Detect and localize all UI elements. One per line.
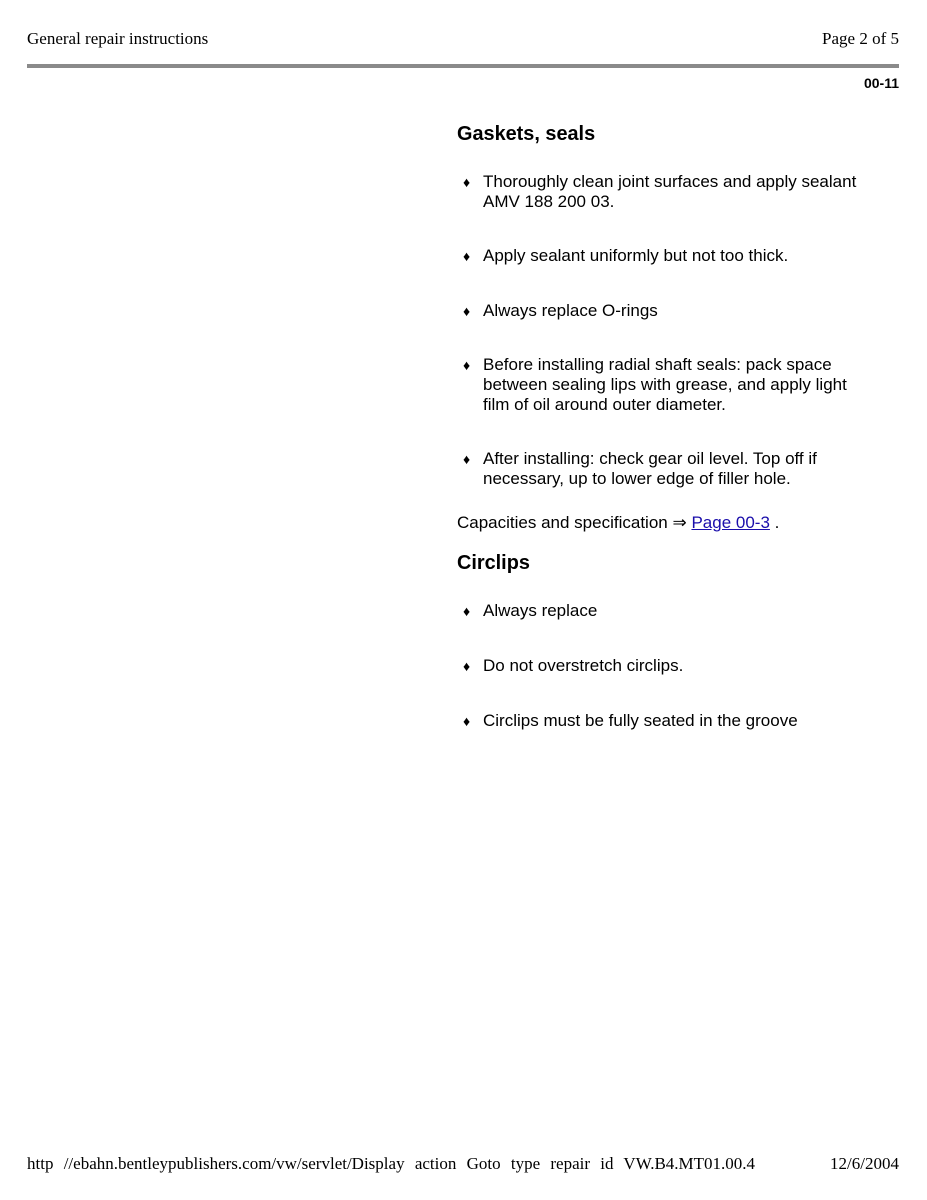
list-item-text: Before installing radial shaft seals: pack space between sealing lips with grease, and apply light film of oil around outer diameter.: [483, 355, 847, 414]
document-title: General repair instructions: [27, 29, 209, 48]
arrow-right-icon: ⇒: [672, 513, 687, 532]
main-content: [457, 122, 887, 731]
section-heading-circlips: Circlips: [457, 552, 530, 574]
list-item: [457, 172, 858, 212]
list-item: [457, 246, 858, 266]
list-item-text: Thoroughly clean joint surfaces and apply sealant AMV 188 200 03.: [483, 172, 857, 211]
list-item-text: Always replace: [483, 601, 598, 620]
diamond-bullet-icon: ♦: [463, 357, 471, 373]
list-item-text: Always replace O-rings: [483, 301, 658, 320]
diamond-bullet-icon: ♦: [463, 603, 471, 619]
list-item: [457, 711, 858, 731]
page-count: Page 2 of 5: [822, 29, 899, 48]
reference-suffix: .: [774, 513, 780, 532]
list-item-text: Circlips must be fully seated in the groove: [483, 711, 798, 730]
section-heading-gaskets: Gaskets, seals: [457, 123, 596, 145]
diamond-bullet-icon: ♦: [463, 248, 471, 264]
print-footer: [27, 1153, 899, 1175]
diamond-bullet-icon: ♦: [463, 658, 471, 674]
list-item: [457, 301, 858, 321]
list-item: [457, 656, 858, 676]
source-url: http //ebahn.bentleypublishers.com/vw/servlet/Display action Goto type repair id VW.B4.MT01.00.4: [27, 1154, 756, 1173]
list-item-text: After installing: check gear oil level. Top off if necessary, up to lower edge of filler hole.: [483, 449, 817, 488]
list-item: [457, 355, 858, 415]
page-code: 00-11: [863, 75, 899, 91]
header-divider: [27, 64, 899, 68]
capacities-reference: [457, 513, 887, 533]
list-item-text: Apply sealant uniformly but not too thick.: [483, 246, 789, 265]
diamond-bullet-icon: ♦: [463, 451, 471, 467]
reference-text: Capacities and specification: [457, 513, 668, 532]
diamond-bullet-icon: ♦: [463, 713, 471, 729]
page-00-3-link[interactable]: Page 00-3: [691, 513, 770, 532]
list-item: [457, 449, 858, 489]
list-item: [457, 601, 858, 621]
list-item-text: Do not overstretch circlips.: [483, 656, 684, 675]
print-header: [27, 27, 899, 51]
print-date: 12/6/2004: [830, 1154, 899, 1173]
diamond-bullet-icon: ♦: [463, 303, 471, 319]
diamond-bullet-icon: ♦: [463, 174, 471, 190]
